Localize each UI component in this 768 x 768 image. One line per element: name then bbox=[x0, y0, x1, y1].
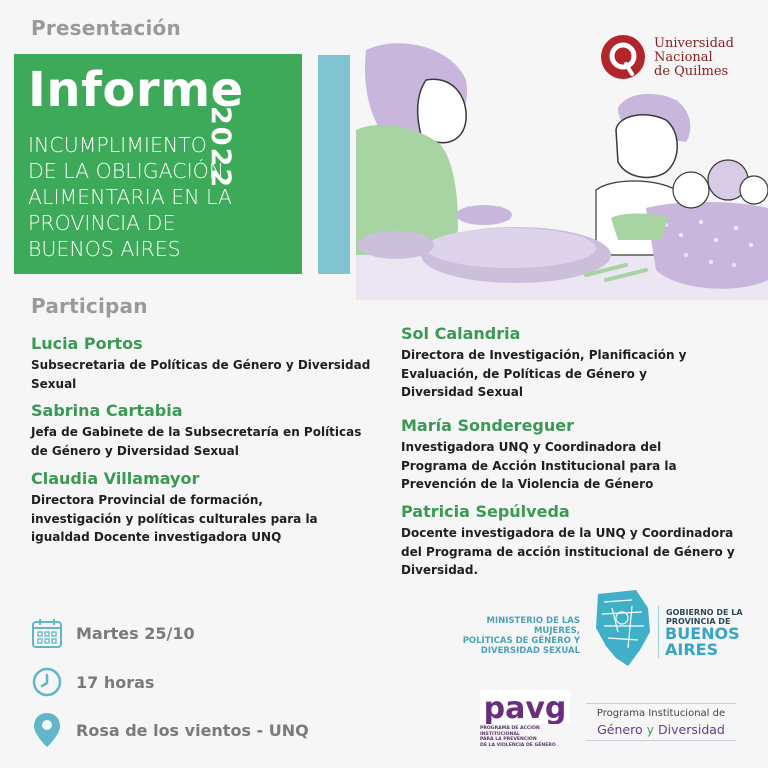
programa-line-1: Programa Institucional de bbox=[596, 708, 726, 719]
participant-sol-calandria bbox=[401, 324, 701, 402]
ministerio-mujeres-logo: MINISTERIO DE LAS MUJERES, POLÍTICAS DE GÉNERO Y DIVERSIDAD SEXUAL GOBIERNO DE LA PROVINCIA DE BUENOS AIRES bbox=[452, 588, 752, 668]
event-place bbox=[30, 713, 309, 747]
location-pin-icon bbox=[30, 713, 64, 747]
title-subtitle: INCUMPLIMIENTO DE LA OBLIGACIÓN ALIMENTARIA EN LA PROVINCIA DE BUENOS AIRES bbox=[28, 133, 232, 261]
programa-line-2: Género y Diversidad bbox=[597, 722, 725, 737]
participant-lucia-portos bbox=[31, 334, 371, 393]
event-time-text: 17 horas bbox=[76, 672, 155, 692]
event-place-text: Rosa de los vientos - UNQ bbox=[76, 720, 309, 740]
title-card bbox=[14, 54, 302, 274]
participant-patricia-sepulveda bbox=[401, 502, 741, 580]
participant-name: Patricia Sepúlveda bbox=[401, 502, 570, 521]
unq-logo bbox=[600, 34, 750, 84]
clock-icon bbox=[30, 665, 64, 699]
participant-maria-sondereguer bbox=[401, 416, 731, 494]
pavg-logo: pavg PROGRAMA DE ACCIÓN INSTITUCIONAL PARA LA PREVENCIÓN DE LA VIOLENCIA DE GÉNERO bbox=[480, 690, 580, 754]
unq-line-2: Nacional bbox=[654, 50, 713, 65]
buenos-aires-map-icon bbox=[592, 588, 654, 668]
participant-claudia-villamayor bbox=[31, 469, 351, 547]
unq-emblem-icon bbox=[600, 34, 646, 80]
event-date-text: Martes 25/10 bbox=[76, 623, 195, 643]
event-time bbox=[30, 665, 154, 699]
participant-name: Lucia Portos bbox=[31, 334, 143, 353]
teal-accent-strip bbox=[318, 55, 350, 274]
participant-role: Directora de Investigación, Planificación y Evaluación, de Políticas de Género y Diversidad Sexual bbox=[401, 348, 687, 399]
event-date bbox=[30, 616, 195, 650]
title-year: 2022 bbox=[205, 106, 236, 190]
participant-name: Sabrina Cartabia bbox=[31, 401, 183, 420]
participant-sabrina-cartabia bbox=[31, 401, 371, 460]
unq-line-3: de Quilmes bbox=[654, 64, 729, 79]
unq-line-1: Universidad bbox=[654, 36, 734, 51]
calendar-icon bbox=[30, 616, 64, 650]
participant-name: Sol Calandria bbox=[401, 324, 521, 343]
participant-name: María Sondereguer bbox=[401, 416, 574, 435]
presentacion-label: Presentación bbox=[31, 16, 181, 40]
participant-role: Jefa de Gabinete de la Subsecretaría en Políticas de Género y Diversidad Sexual bbox=[31, 425, 362, 458]
programa-genero-diversidad-logo bbox=[586, 703, 736, 741]
pavg-mark-text: pavg bbox=[483, 691, 567, 724]
participant-role: Directora Provincial de formación, investigación y políticas culturales para la igualdad Docente investigadora UNQ bbox=[31, 493, 318, 544]
pavg-mark-icon bbox=[480, 690, 570, 724]
participant-role: Subsecretaria de Políticas de Género y Diversidad Sexual bbox=[31, 358, 371, 391]
participan-heading: Participan bbox=[31, 294, 148, 318]
participant-role: Investigadora UNQ y Coordinadora del Programa de Acción Institucional para la Prevención de la Violencia de Género bbox=[401, 440, 677, 491]
participant-role: Docente investigadora de la UNQ y Coordinadora del Programa de acción institucional de Género y Diversidad. bbox=[401, 526, 735, 577]
participant-name: Claudia Villamayor bbox=[31, 469, 200, 488]
title-word: Informe bbox=[28, 62, 244, 118]
